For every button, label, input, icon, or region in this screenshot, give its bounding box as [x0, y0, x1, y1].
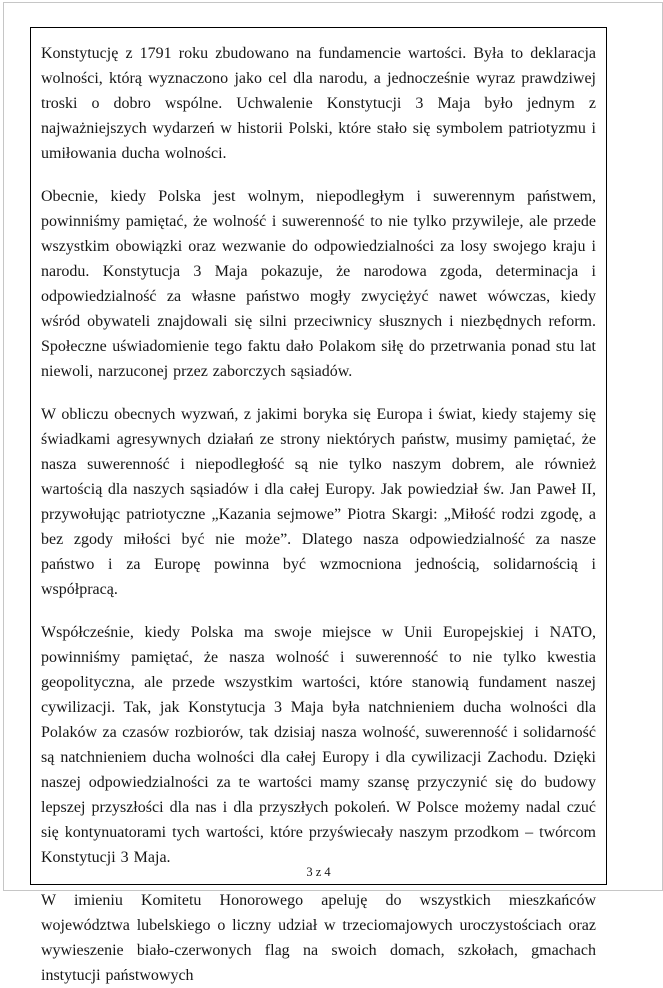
paragraph-2: Obecnie, kiedy Polska jest wolnym, niepodległym i suwerennym państwem, powinniśmy pamiętać, że wolność i suwerenność to nie tylko przywileje, ale przede wszystkim obowiązki oraz wezwanie do odpowiedzialności za losy swojego kraju i narodu. Konstytucja 3 Maja pokazuje, że narodowa zgoda, determinacja i odpowiedzialność za własne państwo mogły zwyciężyć nawet wówczas, kiedy wśród obywateli znajdowali się silni przeciwnicy słusznych i niezbędnych reform. Społeczne uświadomienie tego faktu dało Polakom siłę do przetrwania ponad stu lat niewoli, narzuconej przez zaborczych sąsiadów.	[41, 188, 596, 380]
page-border-frame	[30, 27, 607, 984]
paragraph-3: W obliczu obecnych wyzwań, z jakimi boryka się Europa i świat, kiedy stajemy się świadkami agresywnych działań ze strony niektórych państw, musimy pamiętać, że nasza suwerenność i niepodległość są nie tylko naszym dobrem, ale również wartością dla naszych sąsiadów i dla całej Europy. Jak powiedział św. Jan Paweł II, przywołując patriotyczne „Kazania sejmowe” Piotra Skargi: „Miłość rodzi zgodę, a bez zgody miłości być nie może”. Dlatego nasza odpowiedzialność za nasze państwo i za Europę powinna być wzmocniona jednością, solidarnością i współpracą.	[41, 406, 596, 598]
paragraph-5: W imieniu Komitetu Honorowego apeluję do wszystkich mieszkańców województwa lubelskiego o liczny udział w trzeciomajowych uroczystościach oraz wywieszenie biało-czerwonych flag na swoich domach, szkołach, gmachach instytucji państwowych	[41, 892, 596, 984]
page-number: 3 z 4	[306, 865, 331, 879]
paragraph-4: Współcześnie, kiedy Polska ma swoje miejsce w Unii Europejskiej i NATO, powinniśmy pamiętać, że nasza wolność i suwerenność to nie tylko kwestia geopolityczna, ale przede wszystkim wartości, które stanowią fundament naszej cywilizacji. Tak, jak Konstytucja 3 Maja była natchnieniem ducha wolności dla Polaków za czasów rozbiorów, tak dzisiaj nasza wolność, suwerenność i solidarność są natchnieniem ducha wolności dla całej Europy i dla cywilizacji Zachodu. Dzięki naszej odpowiedzialności za te wartości mamy szansę przyczynić się do budowy lepszej przyszłości dla nas i dla przyszłych pokoleń. W Polsce możemy nadal czuć się kontynuatorami tych wartości, które przyświecały naszym przodkom – twórcom Konstytucji 3 Maja.	[41, 624, 596, 866]
document-page	[3, 2, 663, 984]
paragraph-1: Konstytucję z 1791 roku zbudowano na fundamencie wartości. Była to deklaracja wolności, którą wyznaczono jako cel dla narodu, a jednocześnie wyraz prawdziwej troski o dobro wspólne. Uchwalenie Konstytucji 3 Maja było jednym z najważniejszych wydarzeń w historii Polski, które stało się symbolem patriotyzmu i umiłowania ducha wolności.	[41, 45, 596, 162]
